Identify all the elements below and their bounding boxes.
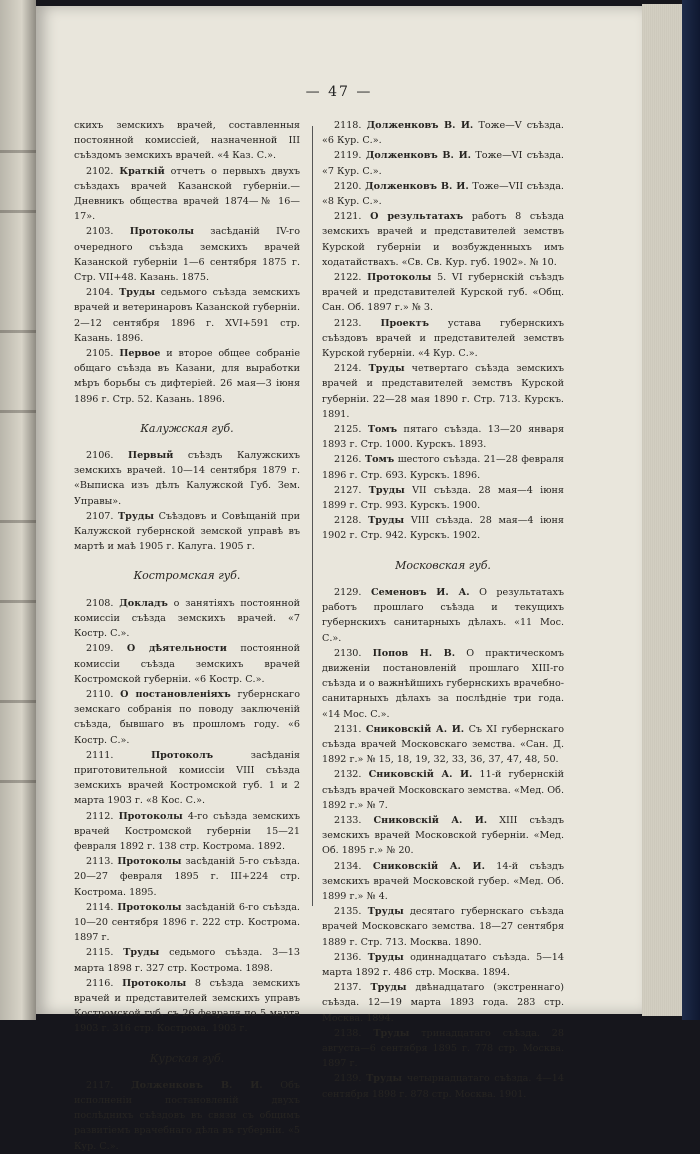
list-item: 2106. Первый съѣздъ Калужскихъ земскихъ врачей. 10—14 сентября 1879 г. «Выписка изъ дѣлъ Калужской Губ. Зем. Управы». [74, 450, 300, 507]
list-item: 2122. Протоколы 5. VI губернскiй съѣздъ врачей и представителей Курской губ. «Общ. Сан. Об. 1897 г.» № 3. [322, 272, 564, 314]
list-item: 2105. Первое и второе общее собранiе общаго съѣзда въ Казани, для выработки мѣръ борьбы съ дифтерiей. 26 мая—3 iюня 1896 г. Стр. 52. Казань. 1896. [74, 348, 300, 405]
list-item: 2131. Сниковскiй А. И. Съ XI губернскаго съѣзда врачей Московскаго земства. «Сан. Д. 1892 г.» № 15, 18, 19, 32, 33, 36, 37, 47, 48, 50. [322, 723, 564, 766]
list-item: 2128. Труды VIII съѣзда. 28 мая—4 iюня 1902 г. Стр. 942. Курскъ. 1902. [322, 515, 564, 542]
list-item: 2110. О постановленiяхъ губернскаго земскаго собранiя по поводу заключенiй съѣзда, бывшаго въ прошломъ году. «6 Костр. С.». [74, 688, 300, 746]
list-item: 2129. Семеновъ И. А. О результатахъ работъ прошлаго съѣзда и текущихъ губернскихъ санитарныхъ дѣлахъ. «11 Мос. С.». [322, 586, 564, 644]
list-item: 2111. Протоколъ засѣданiя приготовительной комиссiи VIII съѣзда земскихъ врачей Костромской губ. 1 и 2 марта 1903 г. «8 Кос. С.». [74, 749, 300, 807]
list-item: 2127. Труды VII съѣзда. 28 мая—4 iюня 1899 г. Стр. 993. Курскъ. 1900. [322, 484, 564, 512]
list-item: 2135. Труды десятаго губернскаго съѣзда врачей Московскаго земства. 18—27 сентября 1889 г. Стр. 713. Москва. 1890. [322, 906, 564, 948]
list-item: 2137. Труды двѣнадцатаго (экстреннаго) съѣзда. 12—19 марта 1893 года. 283 стр. Москва. 1894. [322, 982, 564, 1024]
list-item: 2118. Долженковъ В. И. Тоже—V съѣзда. «6 Кур. С.». [322, 120, 564, 147]
list-item: 2134. Сниковскiй А. И. 14-й съѣздъ земскихъ врачей Московской губер. «Мед. Об. 1899 г.» № 4. [322, 860, 564, 902]
section-heading-kostroma: Костромская губ. [133, 569, 241, 583]
list-item: 2139. Труды четырнадцатаго съѣзда. 4—14 сентября 1898 г. 878 стр. Москва. 1901. [322, 1073, 564, 1100]
list-item: 2119. Долженковъ В. И. Тоже—VI съѣзда. «7 Кур. С.». [322, 150, 564, 177]
list-item: 2113. Протоколы засѣданiй 5-го съѣзда. 20—27 февраля 1895 г. III+224 стр. Кострома. 1895. [74, 856, 300, 898]
list-item: скихъ земскихъ врачей, составленныя постоянной комиссiей, назначенной III съѣздомъ земскихъ врачей. «4 Каз. С.». [74, 120, 300, 162]
list-item: 2136. Труды одиннадцатаго съѣзда. 5—14 марта 1892 г. 486 стр. Москва. 1894. [322, 951, 564, 978]
list-item: 2130. Попов Н. В. О практическомъ движенiи постановленiй прошлаго XIII-го съѣзда и о важнѣйшихъ губернскихъ врачебно-санитарныхъ дѣлахъ за послѣднiе три года. «14 Мос. С.». [322, 647, 564, 720]
list-item: 2120. Долженковъ В. И. Тоже—VII съѣзда. «8 Кур. С.». [322, 180, 564, 208]
facing-page-edge [0, 0, 36, 1020]
list-item: 2138. Труды тринадцатаго съѣзда. 28 августа—6 сентября 1895 г. 778 стр. Москва. 1897 г. [322, 1027, 564, 1070]
section-heading-kaluga: Калужская губ. [140, 421, 234, 435]
column-divider [312, 126, 313, 906]
list-item: 2125. Томъ пятаго съѣзда. 13—20 января 1893 г. Стр. 1000. Курскъ. 1893. [322, 424, 564, 451]
left-column [74, 118, 300, 1154]
list-item: 2104. Труды седьмого съѣзда земскихъ врачей и ветеринаровъ Казанской губернiи. 2—12 сентября 1896 г. XVI+591 стр. Казань. 1896. [74, 287, 300, 344]
list-item: 2109. О дѣятельности постоянной комиссiи съѣзда земскихъ врачей Костромской губернiи. «6 Костр. С.». [74, 643, 300, 685]
list-item: 2102. Краткiй отчетъ о первыхъ двухъ съѣздахъ врачей Казанской губернiи.—Дневникъ общества врачей 1874—№ 16—17». [74, 165, 300, 223]
list-item: 2115. Труды седьмого съѣзда. 3—13 марта 1898 г. 327 стр. Кострома. 1898. [74, 947, 300, 974]
list-item: 2116. Протоколы 8 съѣзда земскихъ врачей и представителей земскихъ управъ Костромской губ. съ 26 февраля по 5 марта 1903 г. 316 стр. Кострома. 1903 г. [74, 977, 300, 1035]
list-item: 2117. Долженковъ В. И. Объ исполненiи постановленiй двухъ послѣднихъ съѣздовъ въ связи съ общимъ развитiемъ врачебнаго дѣла въ губернiи. «5 Кур. С.». [74, 1079, 300, 1152]
right-column [322, 118, 564, 1102]
list-item: 2132. Сниковскiй А. И. 11-й губернскiй съѣздъ врачей Московскаго земства. «Мед. Об. 1892 г.» № 7. [322, 769, 564, 811]
list-item: 2108. Докладъ о занятiяхъ постоянной комиссiи съѣзда земскихъ врачей. «7 Костр. С.». [74, 597, 300, 640]
section-heading-moscow: Московская губ. [395, 558, 491, 572]
list-item: 2124. Труды четвертаго съѣзда земскихъ врачей и представителей земствъ Курской губернiи. 22—28 мая 1890 г. Стр. 713. Курскъ. 1891. [322, 363, 564, 420]
section-heading-kursk: Курская губ. [149, 1051, 225, 1065]
page-number: — 47 — [305, 84, 373, 100]
list-item: 2121. О результатахъ работъ 8 съѣзда земскихъ врачей и представителей земствъ Курской губернiи и возбужденныхъ имъ ходатайствахъ. «Св. Св. Кур. губ. 1902». № 10. [322, 211, 564, 268]
book-page [36, 6, 642, 1152]
list-item: 2123. Проектъ устава губернскихъ съѣздовъ врачей и представителей земствъ Курской губернiи. «4 Кур. С.». [322, 317, 564, 360]
list-item: 2103. Протоколы засѣданiй IV-го очередного съѣзда земскихъ врачей Казанской губернiи 1—6 сентября 1875 г. Стр. VII+48. Казань. 1875. [74, 226, 300, 284]
list-item: 2114. Протоколы засѣданiй 6-го съѣзда. 10—20 сентября 1896 г. 222 стр. Кострома. 1897 г. [74, 901, 300, 944]
list-item: 2133. Сниковскiй А. И. XIII съѣздъ земскихъ врачей Московской губернiи. «Мед. Об. 1895 г.» № 20. [322, 814, 564, 857]
book-cover [682, 0, 700, 1020]
list-item: 2107. Труды Съѣздовъ и Совѣщанiй при Калужской губернской земской управѣ въ мартѣ и маѣ 1905 г. Калуга. 1905 г. [74, 510, 300, 553]
page-block-edge [642, 4, 682, 1016]
list-item: 2112. Протоколы 4-го съѣзда земскихъ врачей Костромской губернiи 15—21 февраля 1892 г. 138 стр. Кострома. 1892. [74, 810, 300, 852]
list-item: 2126. Томъ шестого съѣзда. 21—28 февраля 1896 г. Стр. 693. Курскъ. 1896. [322, 454, 564, 481]
